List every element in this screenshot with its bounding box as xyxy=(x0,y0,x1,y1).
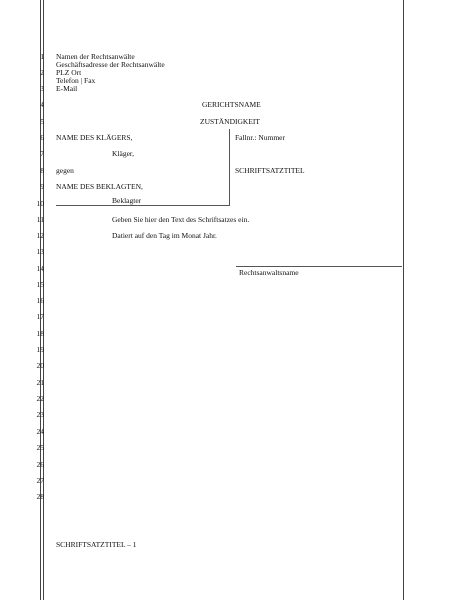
line-number: 22 xyxy=(36,394,44,403)
line-number: 8 xyxy=(40,166,44,175)
plaintiff-role[interactable]: Kläger, xyxy=(112,149,134,158)
line-number: 5 xyxy=(40,117,44,126)
line-number: 2 xyxy=(40,68,44,77)
line-number: 10 xyxy=(36,199,44,208)
court-jurisdiction[interactable]: ZUSTÄNDIGKEIT xyxy=(200,117,260,126)
court-name[interactable]: GERICHTSNAME xyxy=(202,100,261,109)
line-number: 4 xyxy=(40,100,44,109)
line-number: 11 xyxy=(36,215,44,224)
line-number: 6 xyxy=(40,133,44,142)
case-number[interactable]: Fallnr.: Nummer xyxy=(235,133,285,142)
line-number: 1 xyxy=(40,52,44,61)
line-number: 3 xyxy=(40,84,44,93)
caption-bottom-rule xyxy=(56,205,230,206)
line-number: 23 xyxy=(36,410,44,419)
line-number: 25 xyxy=(36,443,44,452)
line-number: 20 xyxy=(36,361,44,370)
attorney-name[interactable]: Namen der Rechtsanwälte xyxy=(56,52,135,61)
attorney-email[interactable]: E-Mail xyxy=(56,84,78,93)
line-number: 13 xyxy=(36,247,44,256)
defendant-role[interactable]: Beklagter xyxy=(112,196,142,205)
line-number: 17 xyxy=(36,312,44,321)
line-number: 15 xyxy=(36,280,44,289)
attorney-phone-fax[interactable]: Telefon | Fax xyxy=(56,76,96,85)
line-number: 18 xyxy=(36,329,44,338)
body-text[interactable]: Geben Sie hier den Text des Schriftsatzes ein. xyxy=(112,215,250,224)
line-number: 19 xyxy=(36,345,44,354)
line-number: 27 xyxy=(36,476,44,485)
defendant-name[interactable]: NAME DES BEKLAGTEN, xyxy=(56,182,143,191)
attorney-city[interactable]: PLZ Ort xyxy=(56,68,82,77)
signature-line xyxy=(236,266,402,267)
line-number: 7 xyxy=(40,149,44,158)
line-number: 9 xyxy=(40,182,44,191)
plaintiff-name[interactable]: NAME DES KLÄGERS, xyxy=(56,133,133,142)
right-margin-rule xyxy=(403,0,404,600)
caption-divider xyxy=(229,129,230,206)
dated-line[interactable]: Datiert auf den Tag im Monat Jahr. xyxy=(112,231,217,240)
document-title[interactable]: SCHRIFTSATZTITEL xyxy=(235,166,305,175)
footer-title: SCHRIFTSATZTITEL – 1 xyxy=(56,540,137,549)
line-number: 21 xyxy=(36,378,44,387)
signature-attorney-name[interactable]: Rechtsanwaltsname xyxy=(239,268,299,277)
line-number: 12 xyxy=(36,231,44,240)
line-number: 24 xyxy=(36,427,44,436)
line-number: 26 xyxy=(36,460,44,469)
attorney-address[interactable]: Geschäftsadresse der Rechtsanwälte xyxy=(56,60,165,69)
line-number: 28 xyxy=(36,492,44,501)
line-number: 14 xyxy=(36,264,44,273)
line-number: 16 xyxy=(36,296,44,305)
versus-label: gegen xyxy=(56,166,74,175)
